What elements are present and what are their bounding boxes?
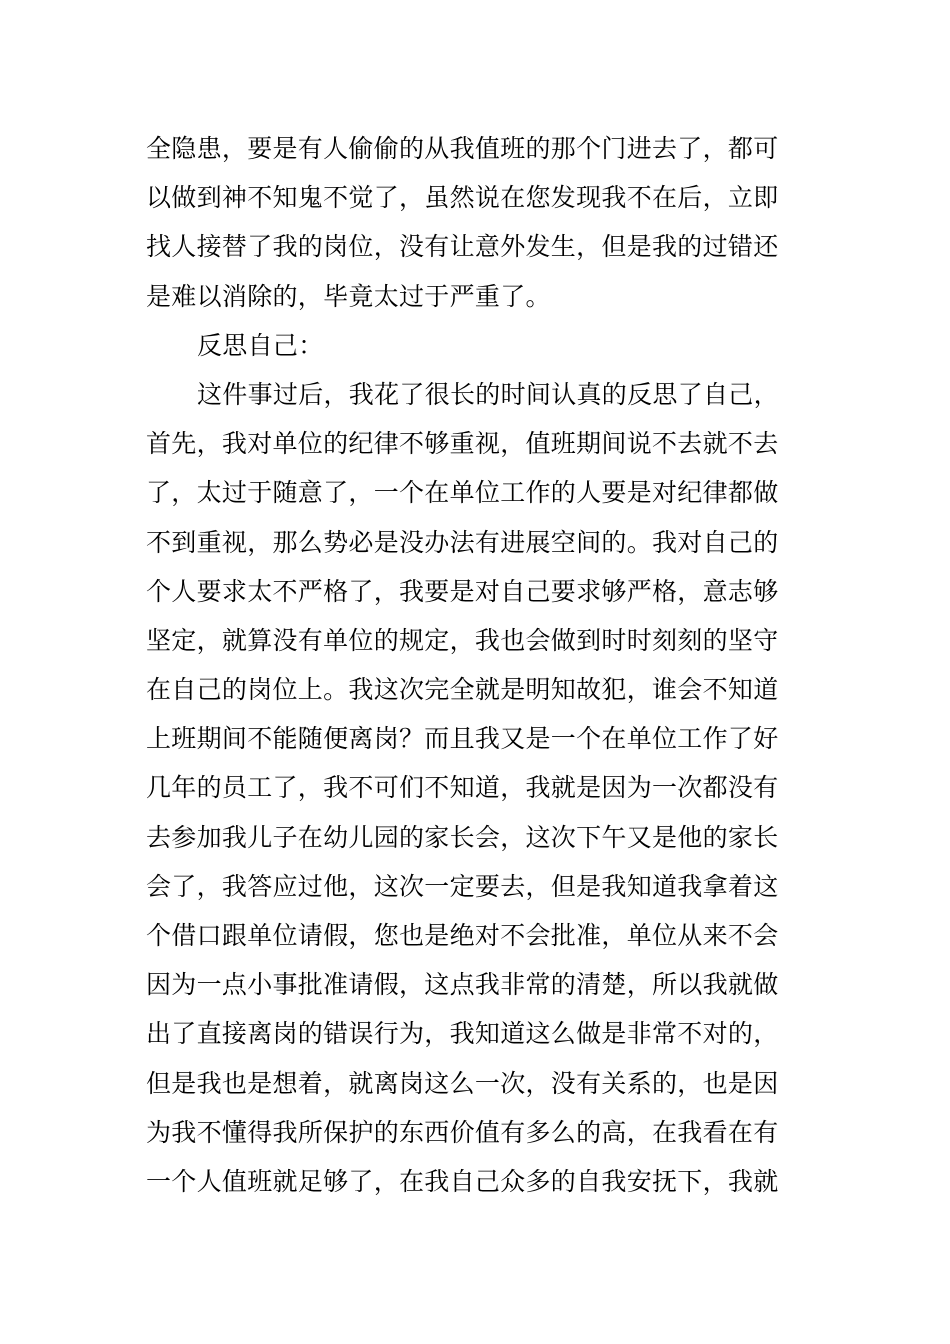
text-line: 以做到神不知鬼不觉了，虽然说在您发现我不在后，立即 xyxy=(146,183,779,213)
text-line: 首先，我对单位的纪律不够重视，值班期间说不去就不去 xyxy=(146,429,779,459)
text-line: 个借口跟单位请假，您也是绝对不会批准，单位从来不会 xyxy=(146,921,779,950)
text-line: 因为一点小事批准请假，这点我非常的清楚，所以我就做 xyxy=(146,970,779,1000)
text-line: 在自己的岗位上。我这次完全就是明知故犯，谁会不知道 xyxy=(146,675,779,705)
text-line: 上班期间不能随便离岗？而且我又是一个在单位工作了好 xyxy=(146,724,779,754)
text-line: 了，太过于随意了，一个在单位工作的人要是对纪律都做 xyxy=(146,478,779,508)
text-line: 这件事过后，我花了很长的时间认真的反思了自己， xyxy=(197,379,779,409)
text-line: 坚定，就算没有单位的规定，我也会做到时时刻刻的坚守 xyxy=(146,625,779,655)
text-line: 但是我也是想着，就离岗这么一次，没有关系的，也是因 xyxy=(146,1068,779,1098)
text-line: 不到重视，那么势必是没办法有进展空间的。我对自己的 xyxy=(146,527,779,557)
document-body xyxy=(146,124,810,1206)
text-line: 为我不懂得我所保护的东西价值有多么的高，在我看在有 xyxy=(146,1117,779,1147)
text-line: 个人要求太不严格了，我要是对自己要求够严格，意志够 xyxy=(146,576,779,606)
text-line: 是难以消除的，毕竟太过于严重了。 xyxy=(146,281,551,311)
text-line: 去参加我儿子在幼儿园的家长会，这次下午又是他的家长 xyxy=(146,822,779,852)
text-line: 几年的员工了，我不可们不知道，我就是因为一次都没有 xyxy=(146,773,779,803)
section-heading: 反思自己： xyxy=(197,330,324,360)
text-line: 全隐患，要是有人偷偷的从我值班的那个门进去了，都可 xyxy=(146,134,779,163)
text-line: 会了，我答应过他，这次一定要去，但是我知道我拿着这 xyxy=(146,871,779,901)
text-line: 出了直接离岗的错误行为，我知道这么做是非常不对的， xyxy=(146,1019,779,1049)
text-line: 一个人值班就足够了，在我自己众多的自我安抚下，我就 xyxy=(146,1166,779,1196)
text-line: 找人接替了我的岗位，没有让意外发生，但是我的过错还 xyxy=(146,232,779,262)
